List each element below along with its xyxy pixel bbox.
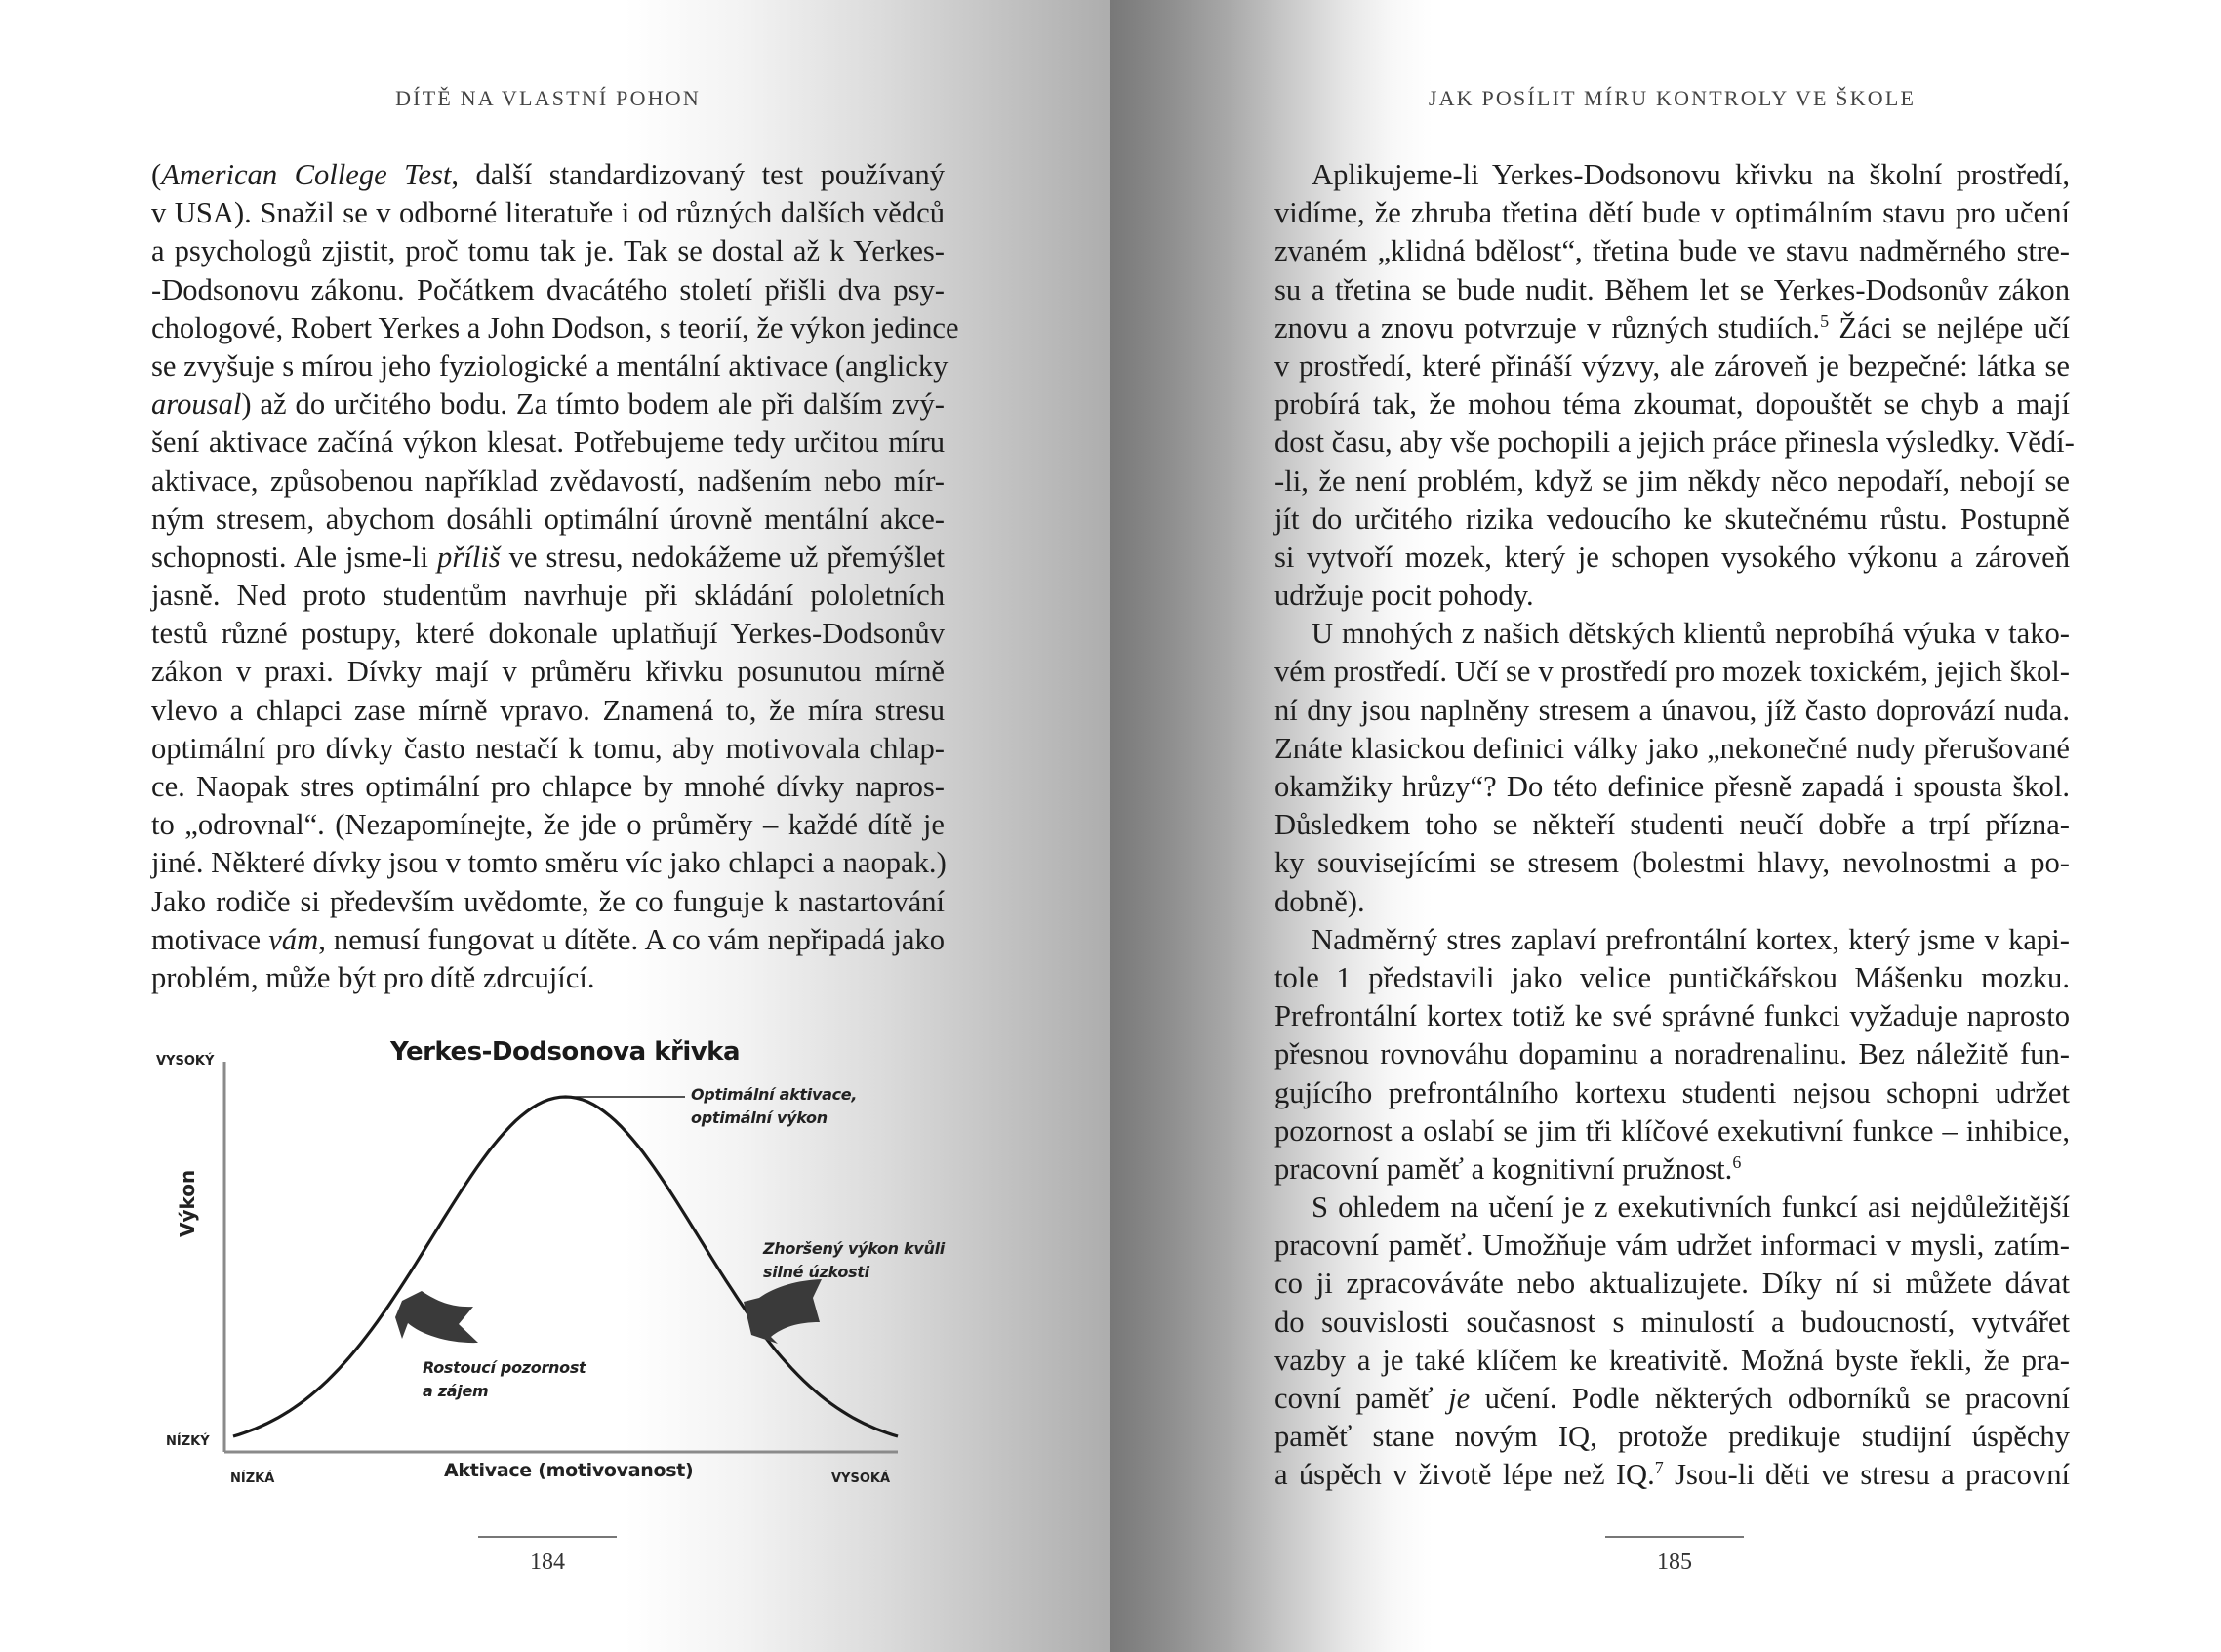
text-run: su a třetina se bude nudit. Během let se Yerkes-Dodsonův zákon xyxy=(1274,272,2070,306)
text-line xyxy=(1274,1112,2070,1150)
x-axis-label: Aktivace (motivovanost) xyxy=(444,1460,694,1481)
declining-annotation xyxy=(763,1237,945,1284)
text-run: Znáte klasickou definici války jako „nekonečné nudy přerušované xyxy=(1274,731,2070,765)
text-line xyxy=(151,615,945,653)
text-line xyxy=(151,309,959,347)
text-run: šení aktivace začíná výkon klesat. Potřebujeme tedy určitou míru xyxy=(151,425,945,460)
text-line xyxy=(151,232,945,270)
text-run: zákon v praxi. Dívky mají v průměru křivku posunutou mírně xyxy=(151,655,945,689)
running-head: DÍTĚ NA VLASTNÍ POHON xyxy=(395,86,701,110)
footer-rule xyxy=(1605,1536,1744,1538)
text-run: jít do určitého rizika vedoucího ke skutečnému růstu. Postupně xyxy=(1274,502,2070,536)
text-line xyxy=(1274,385,2070,423)
text-run: a úspěch v životě lépe než IQ. xyxy=(1274,1458,1655,1492)
rising-annotation-line-2: a zájem xyxy=(423,1382,489,1400)
text-run: arousal xyxy=(151,387,242,422)
text-line xyxy=(151,730,945,768)
text-run: optimální pro dívky často nestačí k tomu, aby motivovala chlap- xyxy=(151,731,945,765)
text-run: Důsledkem toho se někteří studenti neučí dobře a trpí přízna- xyxy=(1274,808,2070,842)
text-line xyxy=(1274,1342,2070,1380)
text-run: vám xyxy=(268,922,319,956)
declining-arrow-icon xyxy=(744,1279,822,1344)
text-line xyxy=(1274,959,2070,997)
text-run: Nadměrný stres zaplaví prefrontální kortex, který jsme v kapi- xyxy=(1312,922,2070,956)
text-line xyxy=(1274,463,2070,501)
text-line xyxy=(1274,921,2070,959)
text-line xyxy=(1274,271,2070,309)
text-run: si vytvoří mozek, který je schopen vysokého výkonu a zároveň xyxy=(1274,540,2070,574)
text-line xyxy=(1274,1380,2070,1418)
text-run: v USA). Snažil se v odborné literatuře i od různých dalších vědců xyxy=(151,196,945,230)
footnote-ref: 7 xyxy=(1654,1458,1664,1478)
text-run: jiné. Některé dívky jsou v tomto směru víc jako chlapci a naopak.) xyxy=(151,846,947,880)
page-number: 185 xyxy=(1657,1550,1692,1575)
text-line xyxy=(151,423,945,462)
rising-annotation xyxy=(423,1356,586,1403)
text-run: gujícího prefrontálního kortexu studenti nejsou schopni udržet xyxy=(1274,1075,2070,1109)
declining-annotation-line-1: Zhoršený výkon kvůli xyxy=(763,1239,945,1258)
text-run: to „odrovnal“. (Nezapomínejte, že jde o průměry – každé dítě je xyxy=(151,808,945,842)
text-run: ným stresem, abychom dosáhli optimální úrovně mentální akce- xyxy=(151,502,945,536)
text-run: Prefrontální kortex totiž ke své správné funkci vyžaduje naprosto xyxy=(1274,999,2070,1033)
text-run: je xyxy=(1448,1382,1471,1415)
text-run: co ji zpracováváte nebo aktualizujete. Díky ní si můžete dávat xyxy=(1274,1267,2070,1301)
y-axis-label: Výkon xyxy=(176,1169,199,1237)
x-high-label: VYSOKÁ xyxy=(831,1471,891,1486)
text-line xyxy=(151,194,945,232)
text-line xyxy=(1274,1074,2070,1112)
text-line xyxy=(1274,1189,2070,1227)
text-run: dost času, aby vše pochopili a jejich práce přinesla výsledky. Vědí- xyxy=(1274,425,2075,460)
text-run: , nemusí fungovat u dítěte. A co vám nepřipadá jako xyxy=(318,922,946,956)
text-line xyxy=(1274,1304,2070,1342)
text-run: , další standardizovaný test používaný xyxy=(451,158,946,191)
text-run: pozornost a oslabí se jim tři klíčové exekutivní funkce – inhibice, xyxy=(1274,1113,2070,1148)
chart-title: Yerkes-Dodsonova křivka xyxy=(390,1037,741,1067)
text-run: motivace xyxy=(151,922,269,956)
text-line xyxy=(1274,156,2070,194)
text-line xyxy=(1274,768,2070,806)
y-low-label: NÍZKÝ xyxy=(166,1434,210,1449)
text-line xyxy=(151,577,945,615)
text-run: American College Test xyxy=(161,158,452,191)
text-line xyxy=(1274,883,2070,921)
text-run: aktivace, způsobenou například zvědavostí, nadšením nebo mír- xyxy=(151,463,945,498)
text-run: schopnosti. Ale jsme-li xyxy=(151,540,438,574)
text-line xyxy=(1274,577,2070,615)
body-text xyxy=(1274,156,2075,1495)
text-line xyxy=(151,768,945,806)
text-run: do souvislosti současnost s minulostí a budoucností, vytvářet xyxy=(1274,1305,2070,1339)
text-run: dobně). xyxy=(1274,884,1365,918)
text-run: ) až do určitého bodu. Za tímto bodem ale při dalším zvý- xyxy=(241,387,945,422)
text-run: covní paměť xyxy=(1274,1382,1449,1415)
text-run: problém, může být pro dítě zdrcující. xyxy=(151,960,595,994)
text-line xyxy=(151,347,949,385)
text-line xyxy=(1274,501,2070,539)
body-text xyxy=(151,156,959,997)
text-line xyxy=(1274,1456,2070,1494)
text-line xyxy=(1274,309,2070,347)
text-run: paměť stane novým IQ, protože predikuje studijní úspěchy xyxy=(1274,1420,2070,1454)
text-run: v prostředí, které přináší výzvy, ale zároveň je bezpečné: látka se xyxy=(1274,348,2070,383)
text-line xyxy=(1274,844,2070,882)
text-run: Žáci se nejlépe učí xyxy=(1829,310,2070,344)
text-line xyxy=(1274,1418,2070,1456)
text-run: chologové, Robert Yerkes a John Dodson, s teorií, že výkon jedince xyxy=(151,310,959,344)
text-run: jasně. Ned proto studentům navrhuje při skládání pololetních xyxy=(151,579,945,613)
text-line xyxy=(1274,692,2070,730)
peak-annotation xyxy=(691,1083,857,1130)
text-line xyxy=(1274,653,2070,691)
text-run: S ohledem na učení je z exekutivních funkcí asi nejdůležitější xyxy=(1312,1190,2070,1225)
yerkes-dodson-chart xyxy=(146,1025,945,1503)
text-run: příliš xyxy=(437,540,501,574)
text-line xyxy=(1274,194,2070,232)
text-line xyxy=(151,844,945,882)
text-run: udržuje pocit pohody. xyxy=(1274,579,1534,613)
text-run: učení. Podle některých odborníků se pracovní xyxy=(1470,1382,2070,1415)
text-run: Jsou-li děti ve stresu a pracovní xyxy=(1663,1458,2070,1492)
text-line xyxy=(1274,615,2070,653)
y-high-label: VYSOKÝ xyxy=(156,1054,215,1068)
text-run: zvaném „klidná bdělost“, třetina bude ve stavu nadměrného stre- xyxy=(1274,234,2070,268)
text-line xyxy=(151,501,945,539)
declining-annotation-line-2: silné úzkosti xyxy=(763,1263,869,1281)
text-run: ( xyxy=(151,158,162,191)
text-line xyxy=(1274,730,2070,768)
text-line xyxy=(1274,1035,2070,1073)
text-run: ve stresu, nedokážeme už přemýšlet xyxy=(500,540,945,574)
text-line xyxy=(151,271,945,309)
text-run: -Dodsonovu zákonu. Počátkem dvacátého století přišli dva psy- xyxy=(151,272,945,306)
text-line xyxy=(151,806,945,844)
page-number: 184 xyxy=(530,1550,565,1575)
text-run: vidíme, že zhruba třetina dětí bude v optimálním stavu pro učení xyxy=(1274,196,2070,230)
text-run: přesnou rovnováhu dopaminu a noradrenalinu. Bez náležitě fun- xyxy=(1274,1037,2070,1071)
text-run: ky souvisejícími se stresem (bolestmi hlavy, nevolnostmi a po- xyxy=(1274,846,2070,880)
text-line xyxy=(1274,1150,2070,1189)
text-line xyxy=(1274,423,2075,462)
text-run: U mnohých z našich dětských klientů neprobíhá výuka v tako- xyxy=(1312,617,2070,651)
text-run: okamžiky hrůzy“? Do této definice přesně zapadá i spousta škol. xyxy=(1274,770,2070,803)
left-page xyxy=(0,0,1110,1652)
text-run: probírá tak, že mohou téma zkoumat, dopouštět se chyb a mají xyxy=(1274,387,2070,422)
text-line xyxy=(151,539,945,577)
footnote-ref: 5 xyxy=(1820,310,1830,331)
footnote-ref: 6 xyxy=(1732,1151,1742,1172)
text-run: vém prostředí. Učí se v prostředí pro mozek toxickém, jejich škol- xyxy=(1274,655,2070,689)
text-run: znovu a znovu potvrzuje v různých studiích. xyxy=(1274,310,1821,344)
text-line xyxy=(151,463,945,501)
text-line xyxy=(1274,539,2070,577)
text-line xyxy=(1274,232,2070,270)
footer-rule xyxy=(478,1536,617,1538)
text-run: Jako rodiče si především uvědomte, že co funguje k nastartování xyxy=(151,884,945,918)
x-low-label: NÍZKÁ xyxy=(230,1471,275,1486)
text-line xyxy=(1274,1227,2070,1265)
text-line xyxy=(151,385,945,423)
peak-annotation-line-1: Optimální aktivace, xyxy=(691,1085,858,1104)
rising-arrow-icon xyxy=(395,1291,478,1343)
text-run: pracovní paměť a kognitivní pružnost. xyxy=(1274,1151,1733,1186)
right-page xyxy=(1110,0,2221,1652)
text-line xyxy=(151,156,945,194)
peak-annotation-line-2: optimální výkon xyxy=(691,1108,828,1127)
running-head: JAK POSÍLIT MÍRU KONTROLY VE ŠKOLE xyxy=(1428,86,1917,110)
text-run: tole 1 představili jako velice puntičkářskou Mášenku mozku. xyxy=(1274,960,2070,994)
text-run: se zvyšuje s mírou jeho fyziologické a mentální aktivace (anglicky xyxy=(151,348,949,383)
text-run: vazby a je také klíčem ke kreativitě. Možná byste řekli, že pra- xyxy=(1274,1343,2070,1377)
text-run: pracovní paměť. Umožňuje vám udržet informaci v mysli, zatím- xyxy=(1274,1229,2070,1263)
text-line xyxy=(151,653,945,691)
text-line xyxy=(151,959,945,997)
text-line xyxy=(151,692,945,730)
text-line xyxy=(151,921,945,959)
text-run: ní dny jsou naplněny stresem a únavou, jíž často doprovází nuda. xyxy=(1274,693,2070,727)
text-run: vlevo a chlapci zase mírně vpravo. Znamená to, že míra stresu xyxy=(151,693,945,727)
text-line xyxy=(1274,1265,2070,1303)
text-line xyxy=(1274,347,2070,385)
text-run: testů různé postupy, které dokonale uplatňují Yerkes-Dodsonův xyxy=(151,617,945,651)
text-run: -li, že není problém, když se jim někdy něco nepodaří, nebojí se xyxy=(1274,463,2070,498)
text-line xyxy=(151,883,945,921)
text-run: Aplikujeme-li Yerkes-Dodsonovu křivku na školní prostředí, xyxy=(1312,158,2070,191)
text-line xyxy=(1274,806,2070,844)
text-run: ce. Naopak stres optimální pro chlapce by mnohé dívky napros- xyxy=(151,770,945,803)
text-run: a psychologů zjistit, proč tomu tak je. Tak se dostal až k Yerkes- xyxy=(151,234,945,268)
text-line xyxy=(1274,997,2070,1035)
rising-annotation-line-1: Rostoucí pozornost xyxy=(423,1358,586,1377)
